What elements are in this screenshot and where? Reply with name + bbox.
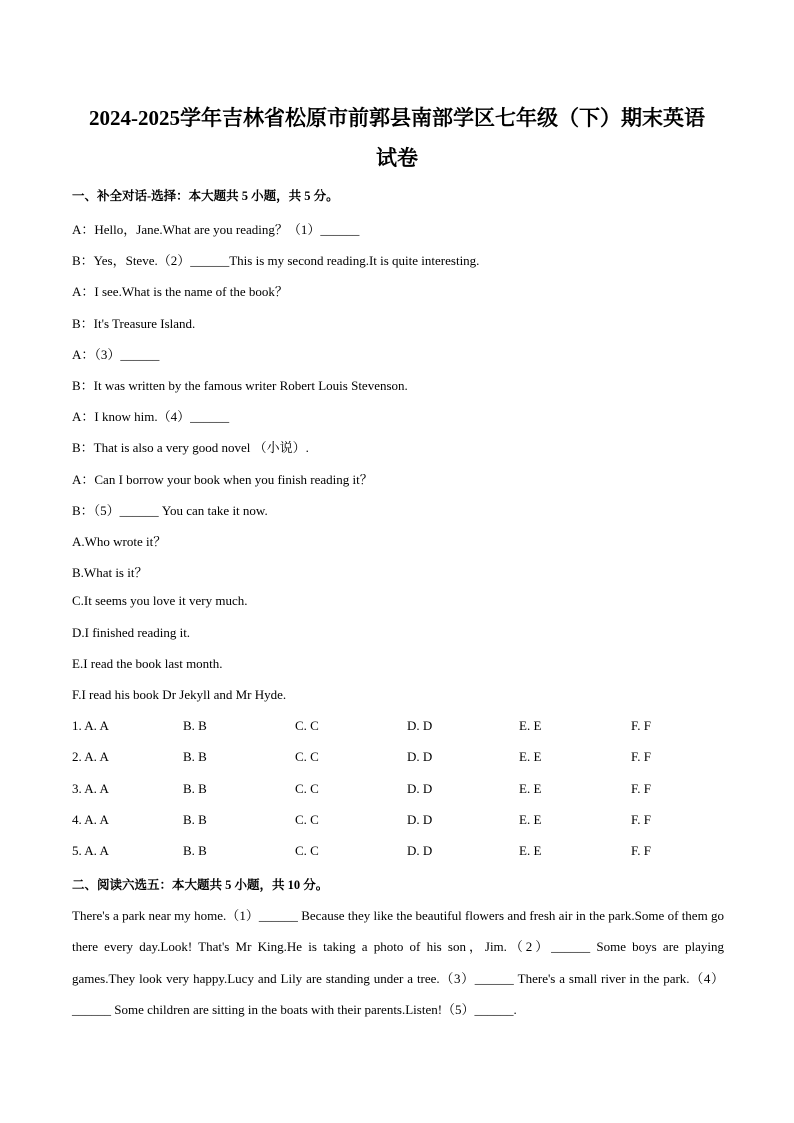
exam-title [60,98,734,178]
choice-option: A.Who wrote it？ [72,534,167,549]
answer-option[interactable]: E. E [519,812,542,827]
answer-option[interactable]: B. B [183,843,207,858]
answer-option[interactable]: D. D [407,718,433,733]
answer-row [72,781,732,801]
answer-option[interactable]: C. C [295,843,319,858]
answer-option[interactable]: 4. A. A [72,812,109,827]
answer-option[interactable]: C. C [295,718,319,733]
answer-option[interactable]: D. D [407,843,433,858]
answer-option[interactable]: E. E [519,781,542,796]
dialogue-line: A：（3）______ [72,347,160,362]
choice-option: F.I read his book Dr Jekyll and Mr Hyde. [72,687,287,702]
dialogue-line: B：Yes，Steve.（2）______This is my second reading.It is quite interesting. [72,253,480,268]
choice-option: C.It seems you love it very much. [72,593,248,608]
dialogue-line: B：It was written by the famous writer Robert Louis Stevenson. [72,378,408,393]
choice-option: D.I finished reading it. [72,625,191,640]
answer-option[interactable]: B. B [183,812,207,827]
answer-option[interactable]: D. D [407,812,433,827]
choice-option: E.I read the book last month. [72,656,223,671]
answer-option[interactable]: B. B [183,749,207,764]
answer-option[interactable]: F. F [631,843,651,858]
answer-option[interactable]: 1. A. A [72,718,109,733]
dialogue-line: B：It's Treasure Island. [72,316,196,331]
answer-option[interactable]: B. B [183,718,207,733]
section-1-heading: 一、补全对话-选择：本大题共 5 小题，共 5 分。 [72,189,339,203]
answer-option[interactable]: 3. A. A [72,781,109,796]
dialogue-line: A：I know him.（4）______ [72,409,230,424]
answer-option[interactable]: B. B [183,781,207,796]
answer-option[interactable]: 5. A. A [72,843,109,858]
choice-option: B.What is it？ [72,565,148,580]
answer-option[interactable]: F. F [631,781,651,796]
dialogue-line: B：That is also a very good novel （小说）. [72,440,309,455]
answer-row [72,812,732,832]
answer-option[interactable]: C. C [295,781,319,796]
exam-title-line-2: 试卷 [376,146,418,170]
dialogue-line: A：Can I borrow your book when you finish reading it？ [72,472,373,487]
dialogue-line: A：Hello，Jane.What are you reading？（1）______ [72,222,360,237]
answer-option[interactable]: E. E [519,718,542,733]
answer-row [72,843,732,863]
answer-row [72,718,732,738]
reading-passage: There's a park near my home.（1）______ Because they like the beautiful flowers and fresh air in the park.Some of them go there every day.Look! That's Mr King.He is taking a photo of his son，Jim.（2）______ Some boys are playing games.They look very happy.Lucy and Lily are standing under a tree.（3）______ There's a small river in the park.（4）______ Some children are sitting in the boats with their parents.Listen!（5）______. [72,908,724,1017]
section-2-heading: 二、阅读六选五：本大题共 5 小题，共 10 分。 [72,878,329,892]
answer-option[interactable]: C. C [295,749,319,764]
answer-row [72,749,732,769]
answer-option[interactable]: E. E [519,843,542,858]
answer-option[interactable]: C. C [295,812,319,827]
answer-option[interactable]: F. F [631,812,651,827]
answer-option[interactable]: D. D [407,781,433,796]
answer-option[interactable]: F. F [631,749,651,764]
answer-option[interactable]: D. D [407,749,433,764]
answer-option[interactable]: F. F [631,718,651,733]
exam-title-line-1: 2024-2025学年吉林省松原市前郭县南部学区七年级（下）期末英语 [89,106,705,130]
answer-option[interactable]: E. E [519,749,542,764]
dialogue-line: B：（5）______ You can take it now. [72,503,268,518]
answer-option[interactable]: 2. A. A [72,749,109,764]
dialogue-line: A：I see.What is the name of the book？ [72,284,288,299]
